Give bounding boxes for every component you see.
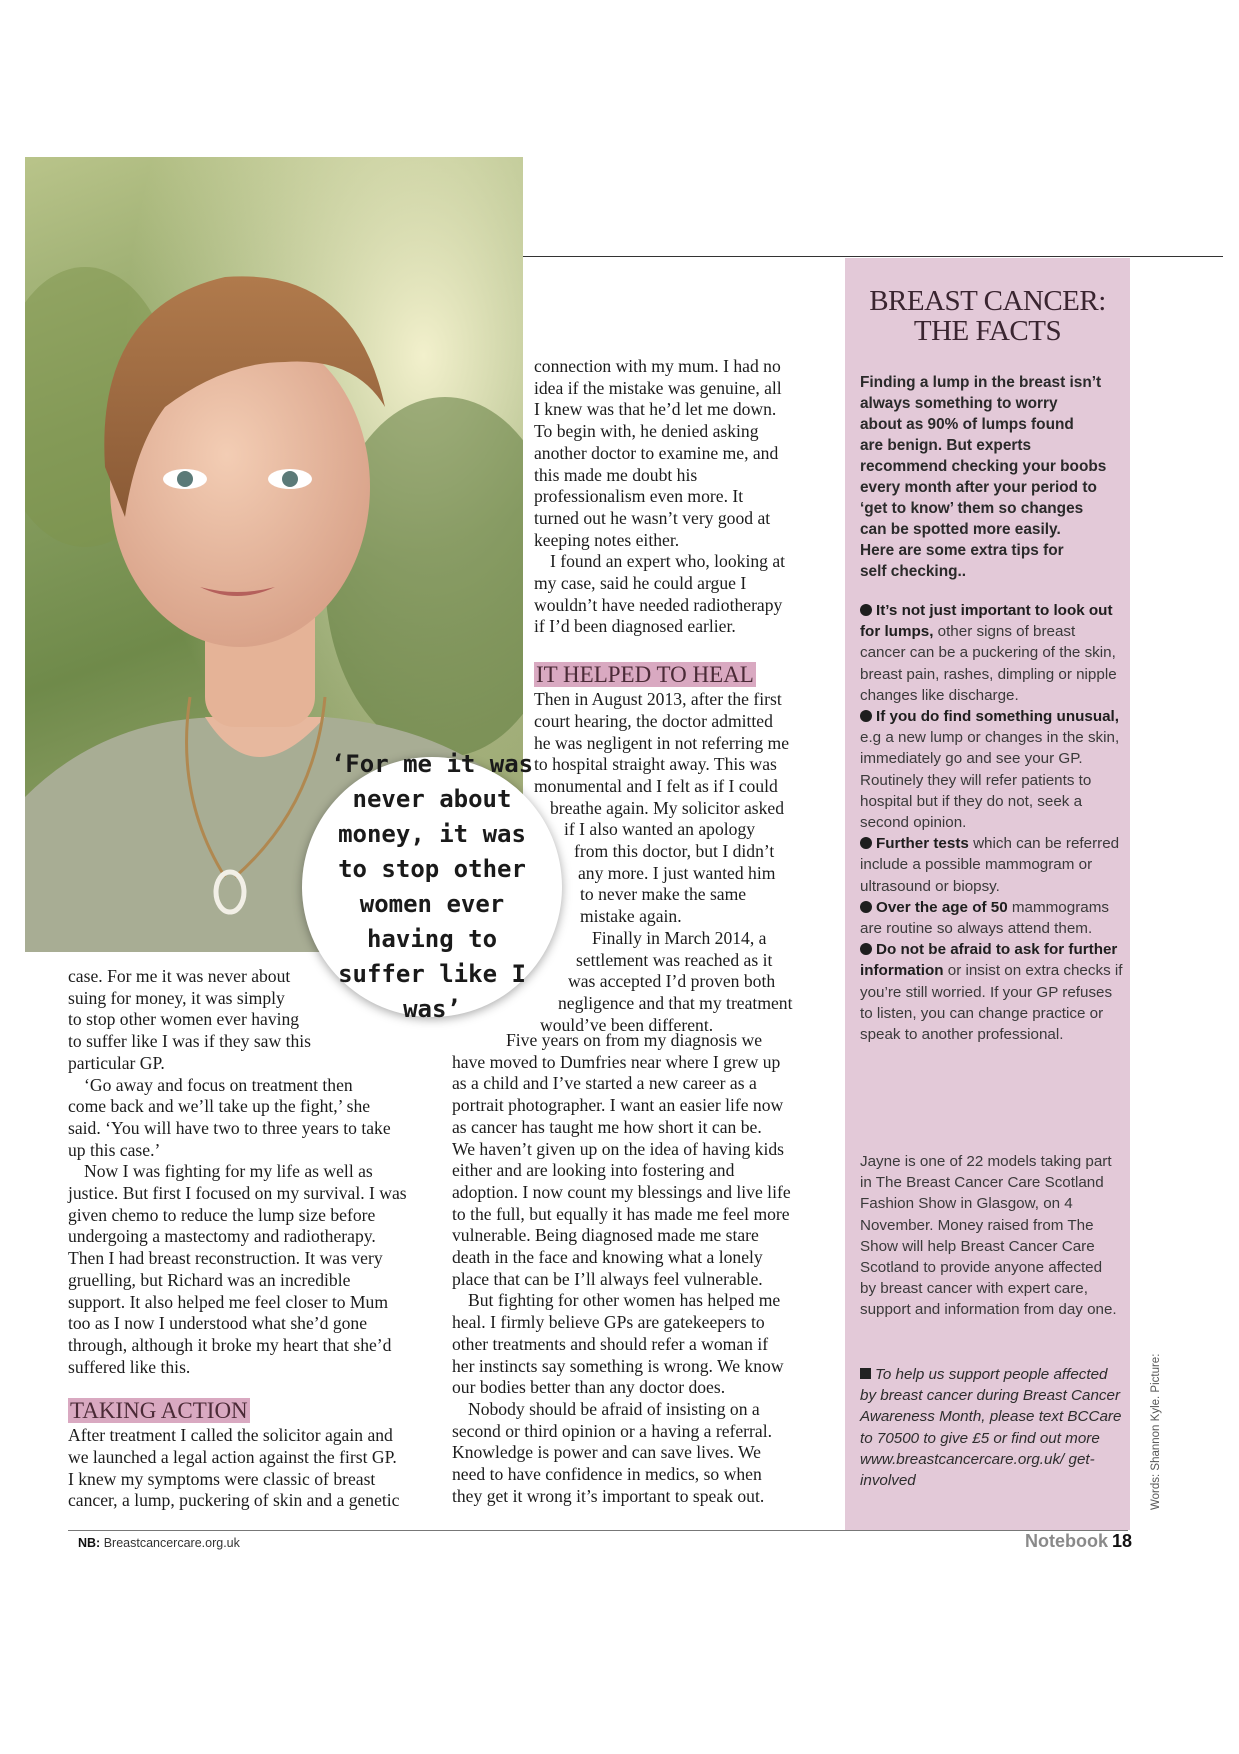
text-line: Then I had breast reconstruction. It was very — [68, 1248, 383, 1269]
facts-title — [845, 286, 1130, 346]
text-line: I knew was that he’d let me down. — [534, 399, 777, 420]
middle-column-bottom — [452, 1030, 832, 1507]
tip-item — [860, 897, 1125, 939]
intro-line: self checking.. — [860, 563, 967, 580]
text-line: justice. But first I focused on my survival. I was — [68, 1183, 407, 1204]
bullet-icon — [860, 710, 872, 722]
text-line: her instincts say something is wrong. We know — [452, 1355, 784, 1376]
text-line: vulnerable. Being diagnosed made me stare — [452, 1225, 759, 1246]
text-line: Nobody should be afraid of insisting on a — [468, 1398, 760, 1419]
facts-intro — [860, 372, 1122, 582]
bullet-icon — [860, 604, 872, 616]
text-line: Finally in March 2014, a — [592, 927, 767, 948]
text-line: death in the face and knowing what a lonely — [452, 1247, 763, 1268]
text-line: our bodies better than any doctor does. — [452, 1377, 726, 1398]
text-line: said. ‘You will have two to three years to take — [68, 1117, 391, 1138]
intro-line: about as 90% of lumps found — [860, 416, 1074, 433]
text-line: gruelling, but Richard was an incredible — [68, 1269, 351, 1290]
text-line: breathe again. My solicitor asked — [550, 797, 785, 818]
text-line: I found an expert who, looking at — [550, 551, 786, 572]
tip-text: other signs of breast cancer can be a puckering of the skin, breast pain, rashes, dimpling or nipple changes like discharge. — [860, 623, 1117, 704]
bullet-icon — [860, 837, 872, 849]
footer-label: NB: — [78, 1536, 101, 1550]
text-line: negligence and that my treatment — [558, 992, 793, 1013]
text-line: either and are looking into fostering and — [452, 1160, 735, 1181]
facts-support-paragraph — [860, 1364, 1122, 1491]
text-line: was accepted I’d proven both — [568, 971, 776, 992]
text-line: my case, said he could argue I — [534, 573, 747, 594]
text-line: particular GP. — [68, 1052, 165, 1073]
bullet-icon — [860, 943, 872, 955]
text-line: as a child and I’ve started a new career as a — [452, 1073, 757, 1094]
text-line: turned out he wasn’t very good at — [534, 507, 771, 528]
text-line: Then in August 2013, after the first — [534, 689, 782, 710]
text-line: to never make the same — [580, 884, 747, 905]
text-line: professionalism even more. It — [534, 486, 744, 507]
tip-item — [860, 706, 1125, 833]
text-line: case. For me it was never about — [68, 966, 291, 986]
text-line: I knew my symptoms were classic of breast — [68, 1468, 376, 1489]
intro-line: Here are some extra tips for — [860, 542, 1064, 559]
text-line: this made me doubt his — [534, 464, 698, 485]
intro-line: can be spotted more easily. — [860, 521, 1061, 538]
text-line: connection with my mum. I had no — [534, 356, 781, 376]
facts-sidebar — [845, 258, 1130, 1530]
text-line: as cancer has taught me how short it can be. — [452, 1116, 762, 1137]
text-line: Now I was fighting for my life as well as — [84, 1161, 373, 1182]
tip-text: e.g a new lump or changes in the skin, immediately go and see your GP. Routinely they will refer patients to hospital but if they do not, seek a second opinion. — [860, 729, 1120, 832]
facts-jayne-paragraph: Jayne is one of 22 models taking part in The Breast Cancer Care Scotland Fashion Show in Glasgow, on 4 November. Money raised from The Show will help Breast Cancer Care Scotland to provide anyone affected by breast cancer with expert care, support and information from day one. — [860, 1153, 1117, 1319]
tip-text: or insist on extra checks if you’re still worried. If your GP refuses to listen, you can change practice or speak to another professional. — [860, 962, 1123, 1044]
intro-line: ‘get to know’ them so changes — [860, 500, 1084, 517]
text-line: we launched a legal action against the first GP. — [68, 1447, 397, 1468]
text-line: undergoing a mastectomy and radiotherapy. — [68, 1226, 376, 1247]
text-line: monumental and I felt as if I could — [534, 775, 778, 796]
tip-bold: Further tests — [876, 835, 969, 853]
text-line: settlement was reached as it — [576, 949, 773, 970]
footer-url[interactable]: Breastcancercare.org.uk — [103, 1536, 240, 1550]
tip-text: which can be referred include a possible mammogram or ultrasound or biopsy. — [860, 835, 1120, 895]
bullet-icon — [860, 901, 872, 913]
text-line: through, although it broke my heart that she’d — [68, 1334, 392, 1355]
intro-line: are benign. But experts — [860, 437, 1032, 454]
tip-item — [860, 939, 1125, 1045]
text-line: other treatments and should refer a woman if — [452, 1333, 769, 1354]
text-line: up this case.’ — [68, 1139, 161, 1160]
text-line: second or third opinion or a having a referral. — [452, 1420, 772, 1441]
text-line: if I’d been diagnosed earlier. — [534, 616, 736, 637]
text-line: suffered like this. — [68, 1356, 191, 1377]
intro-line: Finding a lump in the breast isn’t — [860, 374, 1102, 391]
text-line: adoption. I now count my blessings and live life — [452, 1181, 791, 1202]
tip-bold: If you do find something unusual, — [876, 708, 1119, 726]
tip-item — [860, 833, 1125, 897]
text-line: would’ve been different. — [540, 1014, 714, 1035]
pull-quote-text: ‘For me it was never about money, it was to stop other women ever having to suffer like I was’ — [330, 750, 534, 1023]
text-line: wouldn’t have needed radiotherapy — [534, 594, 783, 615]
text-line: After treatment I called the solicitor again and — [68, 1425, 393, 1446]
text-line: to stop other women ever having — [68, 1009, 300, 1030]
facts-title-line: BREAST CANCER: — [869, 285, 1106, 317]
bottom-rule — [68, 1530, 1128, 1531]
text-line: if I also wanted an apology — [564, 819, 756, 840]
text-line: We haven’t given up on the idea of having kids — [452, 1138, 784, 1159]
support-text: To help us support people affected by breast cancer during Breast Cancer Awareness Month, please text BCCare to 70500 to give £5 or find out more www.breastcancercare.org.uk/ get-involved — [860, 1366, 1122, 1490]
text-line: idea if the mistake was genuine, all — [534, 377, 782, 398]
text-line: to suffer like I was if they saw this — [68, 1031, 312, 1052]
text-line: he was negligent in not referring me — [534, 732, 790, 753]
text-line: have moved to Dumfries near where I grew up — [452, 1051, 781, 1072]
text-line: cancer, a lump, puckering of skin and a genetic — [68, 1490, 400, 1511]
text-line: suing for money, it was simply — [68, 987, 285, 1008]
text-line: support. It also helped me feel closer to Mum — [68, 1291, 389, 1312]
middle-column-top — [534, 356, 824, 1036]
text-line: come back and we’ll take up the fight,’ she — [68, 1096, 371, 1117]
intro-line: recommend checking your boobs — [860, 458, 1107, 475]
subhead-taking-action: TAKING ACTION — [70, 1398, 248, 1424]
magazine-name: Notebook — [1024, 1531, 1108, 1551]
pull-quote — [302, 750, 562, 1023]
text-line: to hospital straight away. This was — [534, 754, 777, 775]
credit-text: Words: Shannon Kyle. Picture: — [1150, 1353, 1162, 1510]
text-line: Five years on from my diagnosis we — [506, 1030, 763, 1050]
text-line: mistake again. — [580, 906, 682, 927]
text-line: place that can be I’ll always feel vulnerable. — [452, 1268, 763, 1289]
tip-item — [860, 600, 1125, 706]
intro-line: every month after your period to — [860, 479, 1097, 496]
text-line: from this doctor, but I didn’t — [574, 841, 775, 862]
text-line: ‘Go away and focus on treatment then — [84, 1074, 353, 1095]
photo-credit — [1150, 1350, 1164, 1510]
square-bullet-icon — [860, 1368, 871, 1379]
text-line: heal. I firmly believe GPs are gatekeepers to — [452, 1312, 765, 1333]
facts-tips — [860, 600, 1125, 1045]
text-line: court hearing, the doctor admitted — [534, 710, 773, 731]
text-line: too as I now I understood what she’d gone — [68, 1313, 368, 1334]
subhead-it-helped-to-heal: IT HELPED TO HEAL — [536, 662, 754, 688]
top-rule — [523, 256, 1223, 257]
left-column — [68, 966, 438, 1512]
text-line: another doctor to examine me, and — [534, 442, 779, 463]
text-line: portrait photographer. I want an easier life now — [452, 1095, 784, 1116]
text-line: any more. I just wanted him — [578, 862, 776, 883]
tip-bold: Over the age of 50 — [876, 898, 1008, 916]
facts-title-line: THE FACTS — [913, 315, 1062, 347]
intro-line: always something to worry — [860, 395, 1058, 412]
footer-source — [78, 1536, 240, 1550]
text-line: need to have confidence in medics, so when — [452, 1464, 762, 1485]
text-line: to the full, but equally it has made me feel more — [452, 1203, 790, 1224]
page-number: 18 — [1111, 1531, 1132, 1551]
text-line: they get it wrong it’s important to speak out. — [452, 1485, 765, 1506]
text-line: To begin with, he denied asking — [534, 421, 759, 442]
tip-text: mammograms are routine so always attend them. — [860, 898, 1109, 938]
text-line: Knowledge is power and can save lives. We — [452, 1442, 761, 1463]
text-line: given chemo to reduce the lump size before — [68, 1204, 376, 1225]
text-line: But fighting for other women has helped me — [468, 1290, 781, 1311]
tip-bold: Do not be afraid to ask for further information — [860, 941, 1118, 980]
text-line: keeping notes either. — [534, 529, 680, 550]
tip-bold: It’s not just important to look out for lumps, — [860, 602, 1113, 641]
footer-page — [1020, 1531, 1132, 1552]
